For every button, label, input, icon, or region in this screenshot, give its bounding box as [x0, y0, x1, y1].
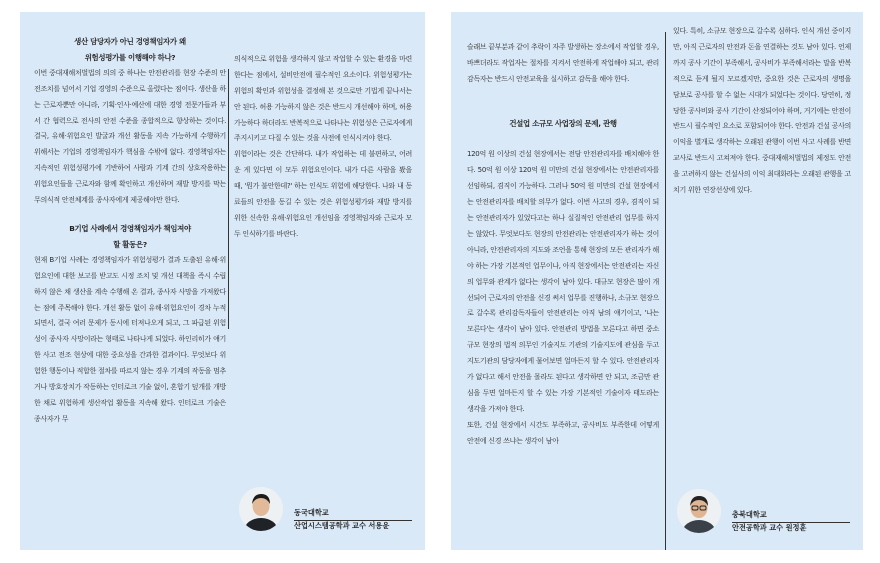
- heading-line: 생산 담당자가 아닌 경영책임자가 왜: [74, 37, 186, 46]
- right-column-1: [467, 24, 659, 465]
- body-paragraph: 슬래브 끝부분과 같이 추락이 자주 발생하는 장소에서 작업할 경우, 바쁘더라도 작업자는 절차를 지켜서 안전하게 작업해야 되고, 관리감독자는 반드시 안전교육을 실시하고 감독을 해야 한다.: [467, 42, 659, 83]
- person-icon: [239, 487, 283, 531]
- author-rule: [732, 522, 850, 523]
- left-page: [20, 12, 425, 550]
- column-divider: [665, 32, 666, 550]
- author-photo: [677, 489, 721, 533]
- right-page: [451, 12, 863, 550]
- author-photo: [239, 487, 283, 531]
- column-divider: [228, 69, 229, 329]
- author-affiliation: 동국대학교: [294, 508, 329, 517]
- section-heading-2: [34, 221, 226, 253]
- author-name: 산업시스템공학과 교수 서용윤: [294, 521, 390, 530]
- author-rule: [294, 520, 412, 521]
- heading-line: B기업 사례에서 경영책임자가 책임져야: [69, 223, 191, 233]
- body-paragraph: 120억 원 이상의 건설 현장에서는 전담 안전관리자를 배치해야 한다. 50억 원 이상 120억 원 미만의 건설 현장에서는 안전관리자를 선임하되, 겸직이 가능하다. 그러나 50억 원 미만의 건설 현장에서는 안전관리자를 배치할 의무가 없다. 이번 사고의 경우, 겸직이 되는 안전관리자가 있었다고는 하나 실질적인 안전관리 업무를 하지는 않았다. 무엇보다도 현장의 안전관리는 안전관리자가 하는 것이 아니라, 안전관리자의 지도와 조언을 통해 현장의 모든 관리자가 해야 하는 가장 기본적인 업무이나, 아직 현장에서는 안전관리는 자신의 업무와 관계가 없다는 생각이 남아 있다. 대규모 현장은 많이 개선되어 근로자의 안전을 신경 써서 업무를 진행하나, 소규모 현장으로 갈수록 관리감독자들이 안전관리는 아직 남의 얘기이고, '나는 모른다'는 생각이 남아 있다. 안전관리 방법을 모른다고 하면 중소 규모 현장의 법적 의무인 기술지도 기관의 기술지도에 관심을 두고 지도기관의 담당자에게 물어보면 얼마든지 할 수 있다. 안전관리자가 없다고 해서 안전을 몰라도 된다고 생각하면 안 되고, 조금만 관심을 두면 얼마든지 할 수 있는 가장 기본적인 기술이자 태도라는 생각을 가져야 한다. 또한, 건설 현장에서 시간도 부족하고, 공사비도 부족한데 어떻게 안전에 신경 쓰냐는 생각이 남아: [467, 150, 659, 445]
- body-paragraph: 의식적으로 위험을 생각하지 않고 작업할 수 있는 환경을 마련한다는 점에서, 설비안전에 필수적인 요소이다. 위험성평가는 위험의 확인과 위험성을 결정해 본 것으로만 기법게 끝나서는 안 된다. 허용 가능하지 않은 것은 반드시 개선해야 하며, 허용 가능하다 하더라도 반복적으로 나타나는 위험성은 근로자에게 주지시키고 다질 수 있는 것을 사전에 인식시켜야 한다. 위험이라는 것은 간단하다. 내가 작업하는 데 불편하고, 어려운 게 있다면 이 모두 위험요인이다. 내가 다른 사람을 봤을 때, '뭔가 불안한데?' 하는 인식도 위험에 해당한다. 나와 내 동료들의 안전을 동길 수 있는 것은 위험성평가와 재발 방지를 위한 신속한 유해·위험요인 개선임을 경영책임자와 근로자 모두 인식하기를 바란다.: [234, 54, 412, 238]
- heading-line: 위험성평가를 이행해야 하나?: [84, 52, 176, 62]
- left-column-2: [234, 36, 412, 259]
- person-icon: [677, 489, 721, 533]
- right-column-2: [673, 24, 851, 199]
- heading-line: 할 활동은?: [113, 239, 147, 249]
- author-caption: [294, 506, 389, 532]
- section-heading-3: 건설업 소규모 사업장의 문제, 관행: [509, 118, 617, 128]
- author-name: 안전공학과 교수 원정훈: [732, 523, 807, 532]
- left-column-1: [34, 34, 226, 428]
- author-caption: [732, 508, 806, 534]
- body-paragraph: 현재 B기업 사례는 경영책임자가 위험성평가 결과 도출된 유해·위험요인에 대한 보고를 받고도 시정 조치 및 개선 대책을 즉시 수립하지 않은 채 생산을 계속 수행해 온 결과, 종사자 사망을 가져왔다는 점에 주목해야 한다. 개선 활동 없이 유해·위험요인이 경차 누적되면서, 결국 여러 문제가 동시에 터져나오게 되고, 그 파급된 위험성이 종사자 사망이라는 형태로 나타나게 되었다. 하인리히가 얘기한 사고 전조 현상에 대한 중요성을 간과한 결과이다. 무엇보다 위험한 행동이나 적합한 절차를 따르지 않는 경우 기계의 작동을 멈추거나 방호장치가 작동하는 인터로크 기술 없이, 혼합기 덮개를 개방한 채로 위험하게 생산작업 활동을 지속해 왔다. 인터로크 기술은 종사자가 무: [34, 255, 226, 423]
- body-paragraph: 있다. 특히, 소규모 현장으로 갈수록 심하다. 인식 개선 중이지만, 아직 근로자의 안전과 돈을 연결하는 것도 남아 있다. 언제까지 공사 기간이 부족해서, 공사비가 부족해서라는 말을 반복적으로 듣게 될지 모르겠지만, 중요한 것은 근로자의 생명을 담보로 공사를 할 수 없는 시대가 되었다는 것이다. 당연히, 정당한 공사비와 공사 기간이 산정되어야 하며, 거기에는 안전이 반드시 필수적인 요소로 포함되어야 한다. 안전과 건설 공사의 이익을 별개로 생각하는 오래된 관행이 이번 사고 사례를 반면교사로 반드시 고쳐져야 한다. 중대재해처벌법의 제정도 안전을 고려하지 않는 건설사의 이익 최대화라는 오래된 관행을 고치기 위한 연장선상에 있다.: [673, 27, 851, 195]
- body-paragraph: 이번 중대재해처벌법의 의의 중 하나는 안전관리를 현장 수준의 안전조치를 넘어서 기업 경영의 수준으로 올렸다는 점이다. 생산을 하는 근로자뿐만 아니라, 기획·인사·예산에 대한 경영 전문가들과 부서 간 협력으로 전사의 안전 수준을 종합적으로 향상하는 것이다. 결국, 유해·위험요인 발굴과 개선 활동을 지속 가능하게 수행하기 위해서는 기업의 경영책임자가 핵심을 수밖에 없다. 경영책임자는 지속적인 위험성평가에 기반하여 사람과 기계 간의 상호작용하는 위험요인들을 근로자와 함께 확인하고 개선하며 재발 방지를 막는 무의식적 안전체계를 종사자에게 제공해야만 한다.: [34, 68, 226, 205]
- section-heading-1: [34, 34, 226, 66]
- author-affiliation: 충북대학교: [732, 510, 767, 519]
